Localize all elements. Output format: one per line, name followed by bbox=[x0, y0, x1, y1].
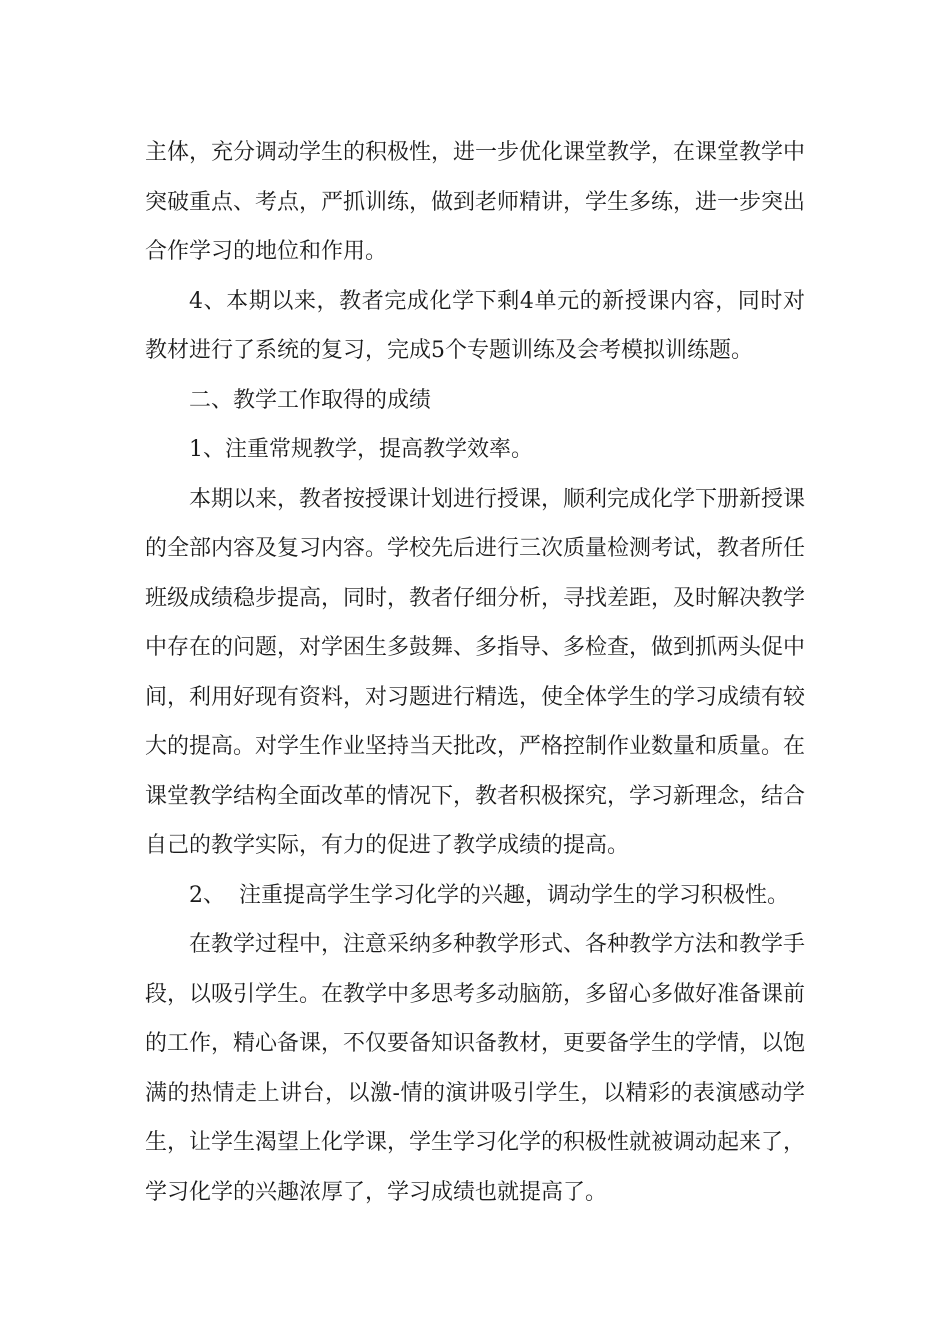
paragraph-item-4: 4、本期以来，教者完成化学下剩4单元的新授课内容，同时对教材进行了系统的复习，完成5个专题训练及会考模拟训练题。 bbox=[145, 288, 805, 363]
subheading-2: 2、 注重提高学生学习化学的兴趣，调动学生的学习积极性。 bbox=[189, 882, 789, 908]
paragraph-routine-teaching: 本期以来，教者按授课计划进行授课，顺利完成化学下册新授课的全部内容及复习内容。学校先后进行三次质量检测考试，教者所任班级成绩稳步提高，同时，教者仔细分析，寻找差距，及时解决教学中存在的问题，对学困生多鼓舞、多指导、多检查，做到抓两头促中间，利用好现有资料，对习题进行精选，使全体学生的学习成绩有较大的提高。对学生作业坚持当天批改，严格控制作业数量和质量。在课堂教学结构全面改革的情况下，教者积极探究，学习新理念，结合自己的教学实际，有力的促进了教学成绩的提高。 bbox=[145, 486, 806, 858]
section-heading-achievements: 二、教学工作取得的成绩 bbox=[189, 387, 432, 413]
subheading-1: 1、注重常规教学，提高教学效率。 bbox=[189, 437, 533, 462]
paragraph-teaching-process: 在教学过程中，注意采纳多种教学形式、各种教学方法和教学手段，以吸引学生。在教学中多思考多动脑筋，多留心多做好准备课前的工作，精心备课，不仅要备知识备教材，更要备学生的学情，以饱满的热情走上讲台，以激-情的演讲吸引学生，以精彩的表演感动学生，让学生渴望上化学课，学生学习化学的积极性就被调动起来了，学习化学的兴趣浓厚了，学习成绩也就提高了。 bbox=[145, 932, 806, 1205]
document-body bbox=[145, 128, 805, 1217]
paragraph-continuation: 主体，充分调动学生的积极性，进一步优化课堂教学，在课堂教学中突破重点、考点，严抓训练，做到老师精讲，学生多练，进一步突出合作学习的地位和作用。 bbox=[145, 140, 806, 264]
